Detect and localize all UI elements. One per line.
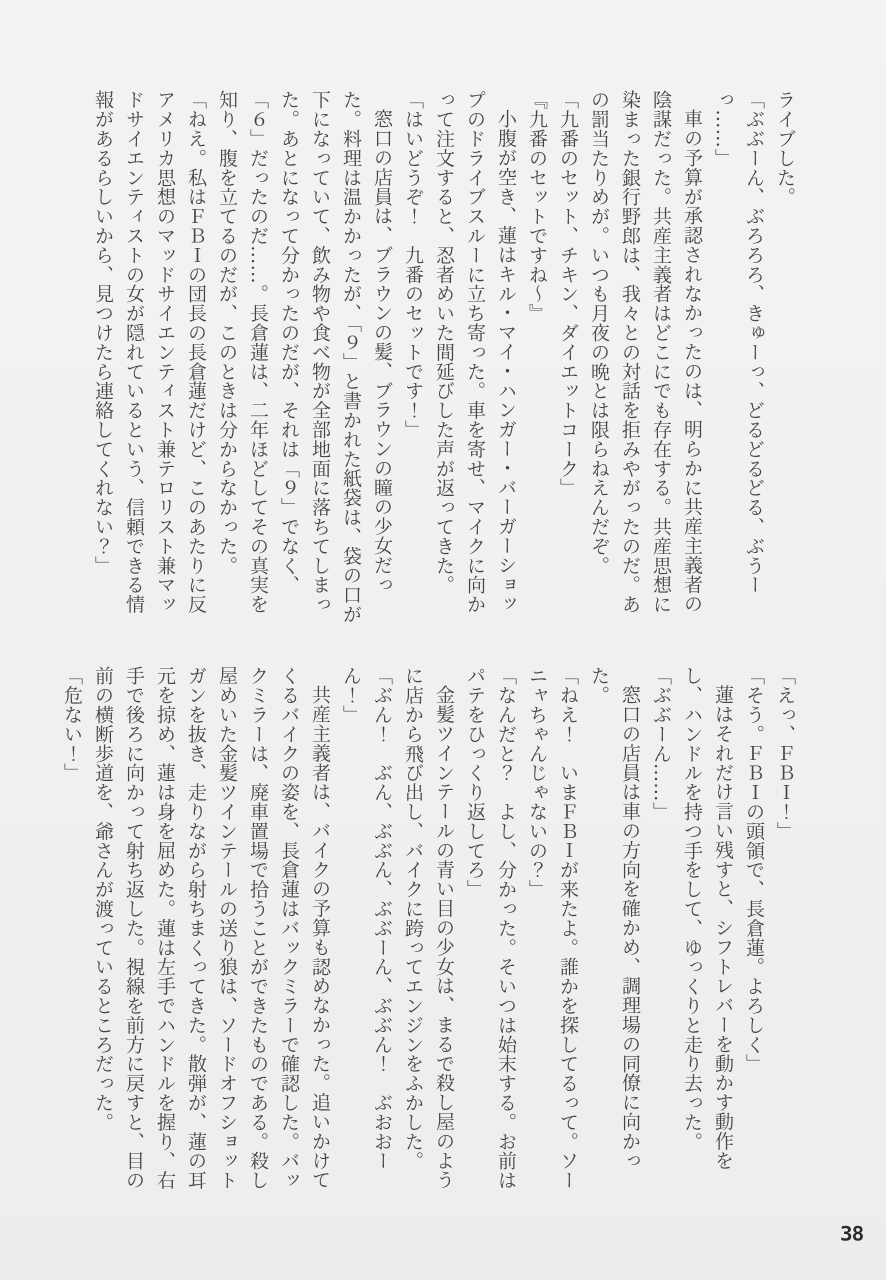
text-block-bottom <box>56 666 800 1198</box>
paragraph: 「ぶぶーん、ぶろろろ、きゅーっ、どるどるどる、ぶうーっ……」 <box>712 90 765 595</box>
paragraph: 「なんだと？ よし、分かった。そいつは始末する。お前はパテをひっくり返してろ」 <box>464 666 517 1190</box>
paragraph: 「そう。ＦＢＩの頭領で、長倉蓮。よろしく」 <box>743 666 765 1074</box>
paragraph: 「えっ、ＦＢＩ！」 <box>774 666 796 841</box>
paragraph: 「危ない！」 <box>61 666 83 783</box>
paragraph: 車の予算が承認されなかったのは、明らかに共産主義者の陰謀だった。共産主義者はどこにでも存在する。共産思想に染まった銀行野郎は、我々との対話を拒みやがったのだ。あの罰当たりめが。いつも月夜の晩とは限らねえんだぞ。 <box>588 90 703 614</box>
paragraph: 「ぶん！ ぶん、ぶぶん、ぶぶーん、ぶぶん！ ぶおおーん！」 <box>340 666 393 1171</box>
paragraph: 蓮はそれだけ言い残すと、シフトレバーを動かす動作をし、ハンドルを持つ手をして、ゆっくりと走り去った。 <box>681 666 734 1170</box>
paragraph: 「ぶぶーん……」 <box>650 666 672 822</box>
paragraph: 『九番のセットですね〜』 <box>526 90 548 323</box>
paragraph: 「九番のセット、チキン、ダイエットコーク」 <box>557 90 579 498</box>
paragraph: 「はいどうぞ！ 九番のセットです！」 <box>402 90 424 440</box>
paragraph: 「ねえ。私はＦＢＩの団長の長倉蓮だけど、このあたりに反アメリカ思想のマッドサイエンティスト兼テロリスト兼マッドサイエンティストの女が隠れているという、信頼できる情報があるらしいから、見つけたら連絡してくれない？」 <box>92 90 207 614</box>
paragraph: 共産主義者は、バイクの予算も認めなかった。追いかけてくるバイクの姿を、長倉蓮はバックミラーで確認した。バックミラーは、廃車置場で拾うことができたものである。殺し屋めいた金髪ツインテールの送り狼は、ソードオフショットガンを抜き、走りながら射ちまくってきた。散弾が、蓮の耳元を掠め、蓮は身を屈めた。蓮は左手でハンドルを握り、右手で後ろに向かって射ち返した。視線を前方に戻すと、目の前の横断歩道を、爺さんが渡っているところだった。 <box>92 666 331 1190</box>
paragraph: 「ねえ！ いまＦＢＩが来たよ。誰かを探してるって。ソーニャちゃんじゃないの？」 <box>526 666 579 1190</box>
paragraph: 窓口の店員は、ブラウンの髪、ブラウンの瞳の少女だった。料理は温かかったが、「９」と書かれた紙袋は、袋の口が下になっていて、飲み物や食べ物が全部地面に落ちてしまった。あとになって分かったのだが、それは「９」でなく、「６」だったのだ……。長倉蓮は、二年ほどしてその真実を知り、腹を立てるのだが、このときは分からなかった。 <box>216 90 393 624</box>
page-number: 38 <box>840 1222 864 1246</box>
paragraph: 小腹が空き、蓮はキル・マイ・ハンガー・バーガーショップのドライブスルーに立ち寄った。車を寄せ、マイクに向かって注文すると、忍者めいた間延びした声が返ってきた。 <box>433 90 517 614</box>
text-block-top <box>87 90 800 630</box>
paragraph: ライブした。 <box>774 90 796 207</box>
paragraph: 金髪ツインテールの青い目の少女は、まるで殺し屋のように店から飛び出し、バイクに跨ってエンジンをふかした。 <box>402 666 455 1190</box>
paragraph: 窓口の店員は車の方向を確かめ、調理場の同僚に向かった。 <box>588 666 641 1170</box>
